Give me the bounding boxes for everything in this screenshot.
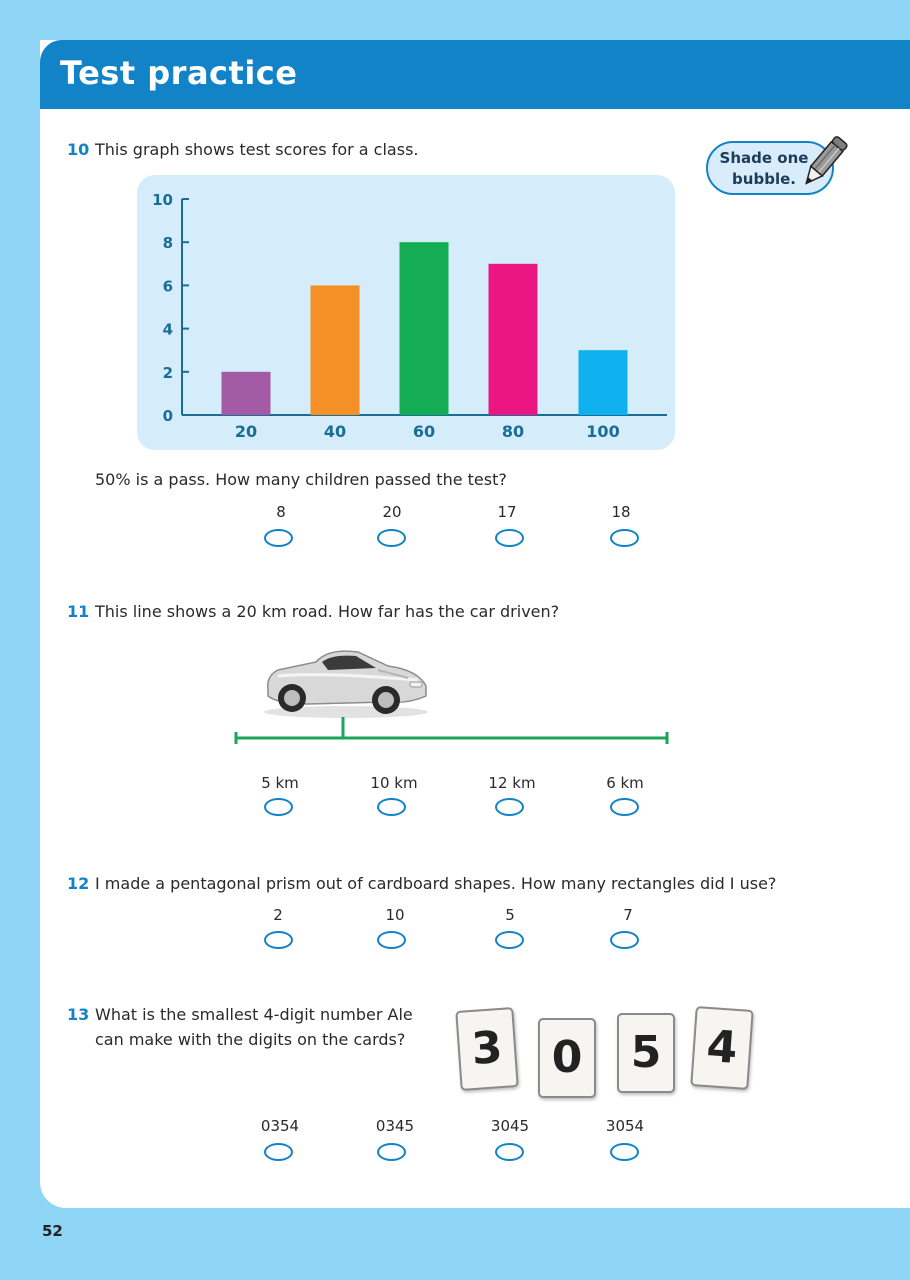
bar-40 [311,285,360,415]
q13-answer-bubble-a[interactable] [264,1143,293,1161]
x-tick-label: 40 [323,422,347,441]
digit-card-3: 5 [617,1013,675,1093]
q10-option-label-d: 18 [611,503,631,521]
test-scores-chart [0,0,910,470]
y-tick-label: 2 [162,363,173,382]
q13-option-label-a: 0354 [260,1117,300,1135]
q11-option-label-d: 6 km [606,774,644,792]
q10-answer-bubble-d[interactable] [610,529,639,547]
q12-option-label-a: 2 [273,906,283,924]
q13-answer-bubble-b[interactable] [377,1143,406,1161]
bar-20 [222,372,271,415]
q13-answer-bubble-c[interactable] [495,1143,524,1161]
q11-answer-bubble-b[interactable] [377,798,406,816]
q11-answer-bubble-a[interactable] [264,798,293,816]
q10-option-label-a: 8 [276,503,286,521]
q11-option-label-c: 12 km [488,774,536,792]
page-title: Test practice [60,54,298,92]
question-number-13: 13 [67,1005,90,1024]
x-tick-label: 60 [412,422,436,441]
y-tick-label: 4 [162,320,173,339]
digit-card-4: 4 [690,1006,753,1090]
question-10-text: This graph shows test scores for a class. [95,140,419,159]
x-tick-label: 100 [586,422,620,441]
question-10-prompt: 50% is a pass. How many children passed the test? [95,470,507,489]
question-13-text [95,1002,413,1052]
q10-answer-bubble-a[interactable] [264,529,293,547]
y-tick-label: 10 [152,191,173,209]
hint-line-2: bubble. [732,170,796,188]
q12-option-label-b: 10 [385,906,405,924]
bar-100 [579,350,628,415]
y-tick-label: 6 [162,277,173,296]
q12-option-label-c: 5 [505,906,515,924]
question-13-line-2: can make with the digits on the cards? [95,1030,406,1049]
q12-answer-bubble-d[interactable] [610,931,639,949]
bar-80 [489,264,538,415]
q13-option-label-b: 0345 [375,1117,415,1135]
q12-answer-bubble-b[interactable] [377,931,406,949]
road-line [225,705,680,750]
q13-option-label-d: 3054 [605,1117,645,1135]
q11-option-label-b: 10 km [370,774,418,792]
q12-option-label-d: 7 [623,906,633,924]
hint-line-1: Shade one [719,149,809,167]
question-12-text: I made a pentagonal prism out of cardboard shapes. How many rectangles did I use? [95,874,777,893]
page-number: 52 [42,1222,63,1240]
digit-card-1: 3 [455,1007,518,1091]
question-number-12: 12 [67,874,90,893]
q11-answer-bubble-c[interactable] [495,798,524,816]
q10-option-label-b: 20 [382,503,402,521]
q13-answer-bubble-d[interactable] [610,1143,639,1161]
q12-answer-bubble-c[interactable] [495,931,524,949]
y-tick-label: 8 [162,234,173,253]
digit-card-2: 0 [538,1018,596,1098]
q10-option-label-c: 17 [497,503,517,521]
bar-60 [400,242,449,415]
q13-option-label-c: 3045 [490,1117,530,1135]
question-13-line-1: What is the smallest 4-digit number Ale [95,1005,413,1024]
question-number-10: 10 [67,140,90,159]
question-number-11: 11 [67,602,90,621]
q10-answer-bubble-c[interactable] [495,529,524,547]
x-tick-label: 80 [501,422,525,441]
q10-answer-bubble-b[interactable] [377,529,406,547]
q11-answer-bubble-d[interactable] [610,798,639,816]
x-tick-label: 20 [234,422,258,441]
q12-answer-bubble-a[interactable] [264,931,293,949]
y-tick-label: 0 [162,407,173,425]
question-11-text: This line shows a 20 km road. How far has the car driven? [95,602,560,621]
q11-option-label-a: 5 km [261,774,299,792]
